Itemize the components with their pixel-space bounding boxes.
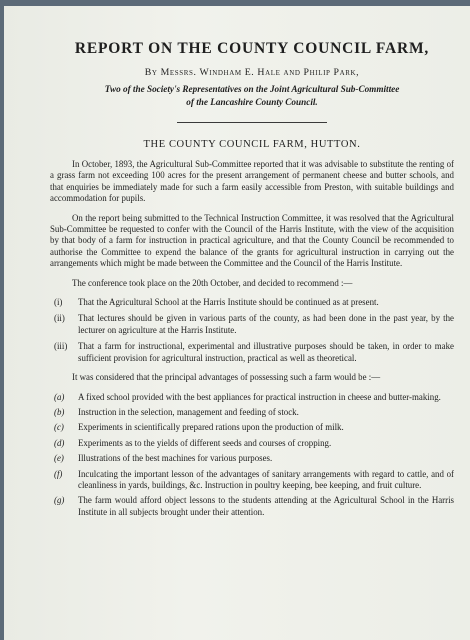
list-item xyxy=(50,422,454,433)
advantages-list xyxy=(50,392,454,519)
list-item xyxy=(50,469,454,492)
item-letter: (a) xyxy=(54,391,65,402)
subtitle-line-1: Two of the Society's Representatives on the Joint Agricultural Sub-Committee xyxy=(104,84,400,94)
advantages-intro: It was considered that the principal advantages of possessing such a farm would be :— xyxy=(72,372,381,383)
paragraph-2: On the report being submitted to the Technical Instruction Committee, it was resolved that the Agricultural Sub-Committee be requested to confer with the Council of the Harris Institute, with the view of the acquisition by that body of a farm for instruction in practical agriculture, and that the County Council be recommended to authorise the Committee to expend the balance of the grants for agricultural instruction in carrying out the arrangements which might be made between the Committee and the Council of the Harris Institute. xyxy=(50,212,454,269)
paragraph-1: In October, 1893, the Agricultural Sub-Committee reported that it was advisable to substitute the renting of a grass farm not exceeding 100 acres for the present arrangement of permanent cheese and butter schools, and that enquiries be immediately made for such a farm easily accessible from Preston, with suitable buildings and accommodation for pupils. xyxy=(50,159,454,204)
item-text: A fixed school provided with the best appliances for practical instruction in cheese and butter-making. xyxy=(78,391,441,402)
item-text: That lectures should be given in various parts of the county, as had been done in the past year, by the lecturer on agriculture at the Harris Institute. xyxy=(78,313,454,335)
item-text: The farm would afford object lessons to the students attending at the Agricultural School in the Harris Institute in all subjects brought under their attention. xyxy=(78,495,454,517)
divider-rule xyxy=(177,122,327,123)
item-letter: (b) xyxy=(54,406,65,417)
subtitle-line-2: of the Lancashire County Council. xyxy=(186,97,318,107)
report-title: REPORT ON THE COUNTY COUNCIL FARM, xyxy=(74,40,430,57)
item-letter: (e) xyxy=(54,453,64,464)
item-letter: (c) xyxy=(54,422,64,433)
item-number: (i) xyxy=(54,297,63,308)
byline xyxy=(50,67,454,78)
list-item xyxy=(50,495,454,518)
list-item xyxy=(50,341,454,364)
list-item xyxy=(50,453,454,464)
item-letter: (g) xyxy=(54,495,65,506)
item-text: Experiments as to the yields of different seeds and courses of cropping. xyxy=(78,437,332,448)
list-item xyxy=(50,313,454,336)
item-text: That the Agricultural School at the Harris Institute should be continued as at present. xyxy=(78,297,379,308)
item-text: Inculcating the important lesson of the advantages of sanitary arrangements with regard to cattle, and of cleanliness in yards, buildings, &c. Instruction in poultry keeping, bee keeping, and fruit culture. xyxy=(78,468,454,490)
recommendations-list xyxy=(50,297,454,364)
item-text: Instruction in the selection, management and feeding of stock. xyxy=(78,406,299,417)
section-title: THE COUNTY COUNCIL FARM, HUTTON. xyxy=(143,139,361,150)
item-number: (iii) xyxy=(54,341,68,352)
list-item xyxy=(50,407,454,418)
paragraph-3: The conference took place on the 20th October, and decided to recommend :— xyxy=(72,277,353,288)
item-letter: (d) xyxy=(54,437,65,448)
byline-authors: Windham E. Hale and Philip Park, xyxy=(199,67,360,78)
item-text: Experiments in scientifically prepared rations upon the production of milk. xyxy=(78,422,344,433)
list-item xyxy=(50,438,454,449)
list-item xyxy=(50,392,454,403)
subtitle xyxy=(50,83,454,109)
item-letter: (f) xyxy=(54,468,63,479)
item-text: Illustrations of the best machines for various purposes. xyxy=(78,453,273,464)
item-number: (ii) xyxy=(54,313,65,324)
document-page xyxy=(4,6,470,640)
document-content xyxy=(50,40,454,526)
item-text: That a farm for instructional, experimental and illustrative purposes should be taken, in order to make sufficient provision for agricultural instruction, practical as well as theoretical. xyxy=(78,341,454,363)
byline-prefix: By Messrs. xyxy=(144,67,197,78)
list-item xyxy=(50,297,454,308)
